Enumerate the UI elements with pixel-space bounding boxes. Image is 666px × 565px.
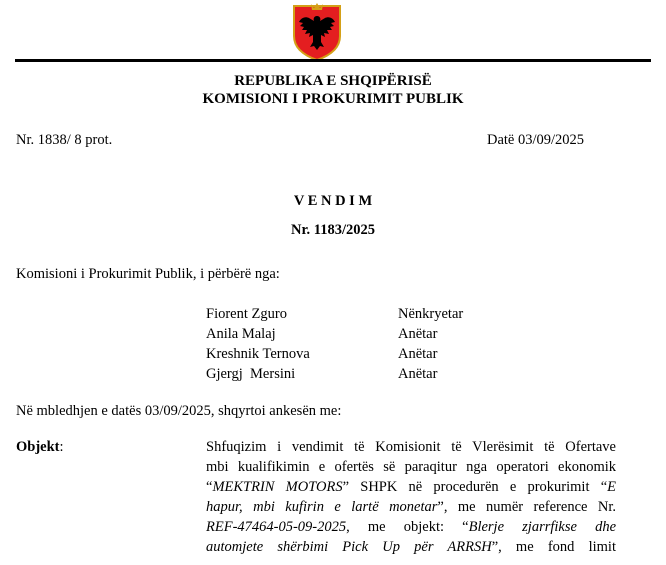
member-role: Anëtar bbox=[398, 346, 438, 362]
member-name: Fiorent Zguro bbox=[206, 306, 287, 322]
object-text: ”, me fond limit bbox=[491, 539, 616, 555]
object-text: , me objekt: “ bbox=[346, 519, 469, 535]
reference-number: REF-47464-05-09-2025 bbox=[206, 519, 347, 535]
procurement-object: automjete shërbimi Pick Up për ARRSH bbox=[206, 539, 492, 555]
procurement-object: Blerje zjarrfikse dhe bbox=[468, 519, 616, 535]
object-label bbox=[16, 437, 64, 457]
procedure-type: E bbox=[607, 479, 616, 495]
albanian-coat-of-arms-icon bbox=[291, 2, 343, 62]
object-text: ” SHPK në procedurën e prokurimit “ bbox=[342, 479, 608, 495]
object-line bbox=[206, 517, 616, 537]
protocol-number: Nr. 1838/ 8 prot. bbox=[16, 132, 113, 148]
member-role: Anëtar bbox=[398, 326, 438, 342]
object-text: ”, me numër reference Nr. bbox=[437, 499, 617, 515]
object-line bbox=[206, 477, 616, 497]
decision-number: Nr. 1183/2025 bbox=[290, 222, 376, 238]
object-line bbox=[206, 437, 616, 457]
member-name: Kreshnik Ternova bbox=[206, 346, 310, 362]
object-text: mbi kualifikimin e ofertës së paraqitur nga operatori ekonomik bbox=[206, 459, 616, 475]
object-label-text: Objekt bbox=[16, 439, 60, 455]
object-line bbox=[206, 497, 616, 517]
institution-heading: KOMISIONI I PROKURIMIT PUBLIK bbox=[202, 91, 464, 107]
member-name: Anila Malaj bbox=[206, 326, 276, 342]
member-name: Gjergj Mersini bbox=[206, 366, 296, 382]
member-role: Nënkryetar bbox=[398, 306, 464, 322]
document-date: Datë 03/09/2025 bbox=[487, 132, 585, 148]
operator-name: MEKTRIN MOTORS bbox=[212, 479, 343, 495]
procedure-type: hapur, mbi kufirin e lartë monetar bbox=[206, 499, 438, 515]
object-text: Shfuqizim i vendimit të Komisionit të Vlerësimit të Ofertave bbox=[206, 439, 616, 455]
country-heading: REPUBLIKA E SHQIPËRISË bbox=[234, 73, 432, 89]
object-text: “ bbox=[206, 479, 213, 495]
object-description bbox=[206, 437, 616, 557]
header-rule bbox=[15, 59, 651, 62]
object-line bbox=[206, 457, 616, 477]
member-role: Anëtar bbox=[398, 366, 438, 382]
object-label-colon: : bbox=[59, 439, 64, 455]
decision-title: V E N D I M bbox=[293, 193, 373, 209]
meeting-text: Në mbledhjen e datës 03/09/2025, shqyrtoi ankesën me: bbox=[16, 403, 342, 419]
intro-text: Komisioni i Prokurimit Publik, i përbërë nga: bbox=[16, 266, 280, 282]
object-line bbox=[206, 537, 616, 557]
